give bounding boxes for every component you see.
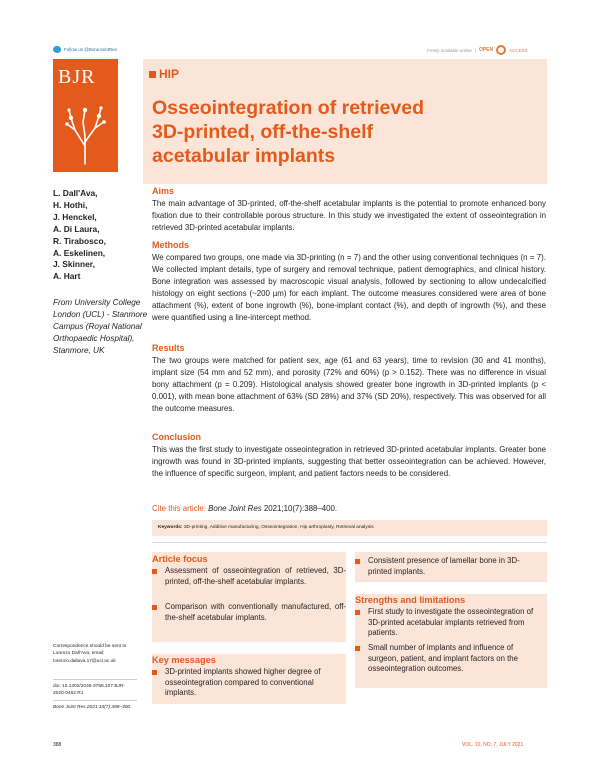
journal-logo: BJR [58, 66, 96, 88]
methods-text: We compared two groups, one made via 3D-printing (n = 7) and the other using conventional techniques (n = 7). We collected implant details, type of surgery and removal technique, patient demographics, and clinical history. Bone integration was assessed by macroscopic visual analysis, followed by sectioning to allow undecalcified histology on eight sections (~200 µm) for each implant. The outcome measures considered were area of bone attachment (%), extent of bone ingrowth (%), bone-implant contact (%), and depth of ingrowth (%), and these were quantified using a line-intercept method. [152, 253, 546, 322]
focus-item: Comparison with conventionally manufactured, off-the-shelf acetabular implants. [152, 602, 346, 623]
divider [152, 542, 547, 543]
citation [152, 504, 337, 513]
author: A. Hart [53, 271, 81, 282]
author: L. Dall'Ava, [53, 188, 98, 198]
title-line: acetabular implants [152, 145, 336, 167]
margin-rule [53, 700, 137, 701]
strength-item: First study to investigate the osseointegration of 3D-printed acetabular implants retrieved from patients. [355, 607, 543, 639]
access-text: ACCESS [509, 47, 528, 53]
title-line: Osseointegration of retrieved [152, 97, 424, 119]
section-label: HIP [159, 67, 180, 81]
keywords-box [152, 520, 547, 536]
title-line: 3D-printed, off-the-shelf [152, 121, 373, 143]
focus-item: Assessment of osseointegration of retrieved, 3D-printed, off-the-shelf acetabular implants. [152, 566, 346, 587]
results-heading: Results [152, 343, 185, 353]
keywords-text: 3D-printing, Additive manufacturing, Osseointegration, Hip arthroplasty, Retrieval analysis [183, 525, 374, 530]
author: A. Eskelinen, [53, 247, 106, 258]
twitter-handle: Follow us @BoneJointRes [64, 47, 117, 52]
freely-available-text: Freely available online [427, 47, 472, 53]
conclusion-text: This was the first study to investigate osseointegration in retrieved 3D-printed acetabular implants. Greater bone ingrowth was found in 3D-printed implants, suggesting that better osseointegration can be achieved. However, the influence of specific surgeon, implant, and patient factors needs to be considered. [152, 445, 546, 478]
page-number: 388 [53, 742, 62, 748]
affiliation: From University College London (UCL) - Stanmore Campus (Royal National Orthopaedic Hospital), Stanmore, UK [53, 298, 148, 355]
aims-heading: Aims [152, 186, 175, 196]
article-title [152, 96, 532, 168]
bullet-icon [355, 610, 360, 615]
bullet-icon [355, 559, 360, 564]
bullet-icon [152, 670, 157, 675]
open-access-badge [427, 45, 528, 55]
correspondence: Correspondence should be sent to Lorenzo Dall'Ava; email: lorenzo.dallava.17@ucl.ac.uk [53, 644, 127, 664]
twitter-link[interactable] [53, 46, 117, 53]
author: A. Di Laura, [53, 223, 100, 234]
author: H. Hothi, [53, 199, 88, 210]
article-focus-heading: Article focus [152, 554, 208, 564]
journal-reference: Bone Joint Res 2021;10(7):388–400. [53, 705, 132, 710]
margin-rule [53, 679, 137, 680]
key-message-item: 3D-printed implants showed higher degree of osseointegration compared to conventional implants. [152, 667, 346, 699]
results-text: The two groups were matched for patient sex, age (61 and 63 years), time to revision (30 and 41 months), implant size (54 mm and 52 mm), and porosity (72% and 60%) (p > 0.152). There was no difference in visual bony attachment (p = 0.209). Histological analysis showed greater bone ingrowth in 3D-printed implants (p < 0.001), with mean bone attachment of 63% (SD 28%) and 37% (SD 20%), respectively. This was observed for all the outcome measures. [152, 356, 546, 413]
open-text: OPEN [478, 47, 494, 53]
strength-item: Small number of implants and influence of surgeon, patient, and implant factors on the osseointegration outcomes. [355, 643, 543, 675]
strengths-heading: Strengths and limitations [355, 595, 466, 605]
cite-label: Cite this article: [152, 504, 206, 513]
divider-bar: | [474, 47, 476, 53]
key-messages-heading: Key messages [152, 655, 216, 665]
conclusion-heading: Conclusion [152, 432, 201, 442]
twitter-bird-icon [53, 46, 61, 53]
cite-journal: Bone Joint Res [208, 504, 262, 513]
key-message-item: Consistent presence of lamellar bone in 3D-printed implants. [355, 556, 543, 577]
bone-tree-icon [63, 96, 108, 166]
author-list [53, 188, 106, 283]
bullet-icon [152, 605, 157, 610]
cite-details: 2021;10(7):388–400. [263, 504, 338, 513]
keywords-label: Keywords: [158, 525, 183, 530]
open-access-lock-icon [496, 45, 506, 55]
bullet-icon [152, 569, 157, 574]
section-marker-icon [149, 71, 156, 78]
author: J. Henckel, [53, 211, 97, 222]
author: J. Skinner, [53, 259, 95, 270]
author: R. Tirabosco, [53, 235, 106, 246]
aims-text: The main advantage of 3D-printed, off-the-shelf acetabular implants is the potential to promote enhanced bony fixation due to their controllable porous structure. In this study we investigated the extent of osseointegration in retrieved 3D-printed acetabular implants. [152, 199, 546, 232]
doi: doi: 10.1302/2046-3758.107.BJR-2020-0462.R1 [53, 684, 126, 697]
methods-heading: Methods [152, 240, 189, 250]
bullet-icon [355, 646, 360, 651]
volume-info: VOL. 10, NO. 7, JULY 2021 [462, 742, 524, 748]
